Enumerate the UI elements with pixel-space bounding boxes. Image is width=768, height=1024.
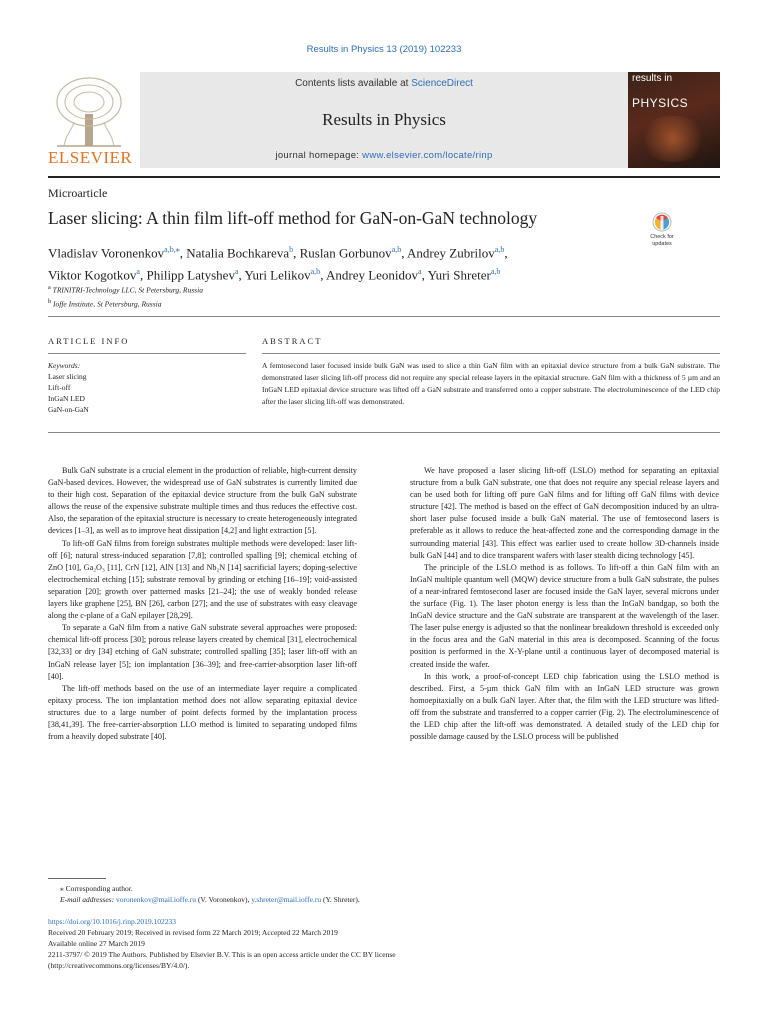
- paragraph: To lift-off GaN films from foreign substrates multiple methods were developed: laser lift-off [6]; natural stress-induced separation [7,8]; controlled spalling [9]; chemical etching of ZnO [10], Ga₂O₃ [11], CrN [12], AlN [13] and Nb₂N [14] sacrificial layers; doping-selective electrochemical etching [15]; substrate removal by grinding or etching [16–19]; void-assisted separation [20]; growth over patterned masks [21–24]; the use of weakly bonded release layers like graphene [25], BN [26], carbon [27]; and the use of substrates with easy cleavage along the c-plane of a GaN epilayer [28,29].: [48, 538, 357, 621]
- email-link-voronenkov[interactable]: voronenkov@mail.ioffe.ru: [115, 895, 197, 904]
- author-affiliation-mark[interactable]: a,b: [494, 245, 505, 254]
- author-name[interactable]: Andrey Leonidov: [325, 267, 419, 283]
- email-label: E-mail addresses:: [60, 895, 116, 904]
- footnotes: [60, 883, 360, 905]
- elsevier-logo[interactable]: [48, 72, 133, 168]
- doi-link[interactable]: https://doi.org/10.1016/j.rinp.2019.102233: [48, 917, 176, 926]
- homepage-prefix: journal homepage:: [275, 150, 363, 161]
- paragraph: Bulk GaN substrate is a crucial element in the production of reliable, high-current density GaN-based devices. However, the widespread use of GaN substrates is currently limited due to their high cost. Separation of the epitaxial device structure from the bulk GaN substrate allows the reuse of the expensive substrate multiple times and thus reduces the effective cost. Also, the separation of the epitaxial structure is necessary to create heterogeneously integrated devices [1–3], as well as to improve heat dissipation [4,2] and light extraction [5].: [48, 466, 357, 536]
- email-line: [60, 894, 360, 905]
- journal-header-box: [140, 72, 628, 168]
- keyword-item: GaN-on-GaN: [48, 405, 89, 414]
- keyword-item: Lift-off: [48, 383, 71, 392]
- paragraph: In this work, a proof-of-concept LED chip fabrication using the LSLO method is described. First, a 5-µm thick GaN film with an InGaN LED structure was grown homoepitaxially on a bulk GaN layer. After that, the film with the LED structure was lifted-off from the substrate and transferred to a copper carrier (Fig. 2). The electroluminescence of the LED chip after the lift-off was demonstrated. A detailed study of the LED chip for possible damage caused by the LSLO process will be published: [410, 671, 719, 742]
- bibliographic-info: [48, 916, 396, 971]
- homepage-link[interactable]: www.elsevier.com/locate/rinp: [362, 150, 493, 161]
- section-rule: [48, 316, 720, 317]
- author-name[interactable]: Natalia Bochkareva: [186, 245, 290, 261]
- author-name[interactable]: Viktor Kogotkov: [48, 267, 137, 283]
- journal-cover[interactable]: [628, 72, 720, 168]
- author-name[interactable]: Ruslan Gorbunov: [299, 245, 392, 261]
- email-owner: (V. Voronenkov),: [196, 895, 252, 904]
- cover-top-text: results in: [632, 73, 673, 84]
- author-affiliation-mark[interactable]: a,b,⁎: [164, 245, 180, 254]
- abstract-text: A femtosecond laser focused inside bulk GaN was used to slice a thin GaN film with an epitaxial device structure from a bulk GaN substrate. The demonstrated laser slicing lift-off process did not require any special release layers in the epitaxial structure. GaN film with a thickness of 5 µm and an InGaN LED epitaxial device structure was lifted off a GaN substrate and transferred onto a copper substrate. The electroluminescence of the LED chip after the laser slicing lift-off was demonstrated.: [262, 361, 720, 406]
- paragraph: The lift-off methods based on the use of an intermediate layer require a complicated epitaxy process. The ion implantation method does not allow separating epitaxial device structures due to a large number of point defects formed by the implantation process [38,41,39]. The free-carrier-absorption LLO method is limited to separating undoped films from a heavily doped substrate [40].: [48, 683, 357, 742]
- keyword-item: InGaN LED: [48, 394, 85, 403]
- article-info-heading: ARTICLE INFO: [48, 336, 130, 346]
- homepage-line: [140, 150, 628, 161]
- license-url[interactable]: (http://creativecommons.org/licenses/BY/4.0/).: [48, 961, 190, 970]
- author-list: Vladislav Voronenkov$^{a,b,⁎}$, Natalia Bochkareva$^b$, Ruslan Gorbunov$^{a,b}$, Andrey Zubrilov$^{a,b}$, Viktor Kogotkov$^a$, Philipp Latyshev$^a$, Yuri Lelikov$^{a,b}$, Andrey Leonidov$^a$, Yuri Shreter$^{a,b}$: [48, 245, 508, 283]
- paragraph: We have proposed a laser slicing lift-off (LSLO) method for separating an epitaxial structure from a bulk GaN substrate, one that does not require any special release layers and can be used both for lifting off pure GaN films and for lifting off GaN films with device structure [42]. The method is based on the effect of GaN decomposition induced by an ultra-short laser pulse focused inside a bulk GaN material. The use of femtosecond lasers is preferable as it allows to reduce the heat-affected zone and the corresponding damage in the surrounding material [43]. This effect was earlier used to create hollow 3D-channels inside bulk GaN [44] and to dice transparent wafers with laser stealth dicing technology [45].: [410, 466, 719, 560]
- abstract-bottom-rule: [48, 432, 720, 433]
- crossmark-badge[interactable]: [646, 212, 678, 256]
- corresponding-author-note: ⁎ Corresponding author.: [60, 884, 133, 893]
- crossmark-label: Check for updates: [650, 234, 674, 247]
- journal-citation[interactable]: Results in Physics 13 (2019) 102233: [306, 44, 462, 55]
- abstract-heading: ABSTRACT: [262, 336, 323, 346]
- paragraph: The principle of the LSLO method is as follows. To lift-off a thin GaN film with an InGaN multiple quantum well (MQW) device structure from a bulk GaN substrate, the pulses of a near-infrared femtosecond laser are focused inside the GaN layer, several microns under the surface (Fig. 1). The laser photon energy is less than the InGaN bandgap, so both the InGaN device structure and the GaN substrate are transparent at the wavelength of the laser. The laser pulse energy is adjusted so that the nonlinear breakdown threshold is exceeded only in the focus area and the GaN material in this area is decomposed. Scanning of the focus position is performed in the X-Y-plane until a continuous layer of decomposed material is created inside the wafer.: [410, 562, 719, 669]
- header-rule: [48, 176, 720, 178]
- affiliation-a: $^a$ TRINITRI-Technology LLC, St Petersburg, Russia: [48, 284, 203, 295]
- keyword-item: Laser slicing: [48, 372, 87, 381]
- author-affiliation-mark[interactable]: a: [234, 267, 239, 277]
- journal-title: Results in Physics: [322, 110, 446, 129]
- body-column-left: [48, 465, 357, 743]
- author-affiliation-mark[interactable]: a: [136, 267, 140, 277]
- keywords: [48, 360, 89, 415]
- author-affiliation-mark[interactable]: b: [289, 245, 294, 254]
- cover-image: [638, 116, 708, 162]
- article-info-rule: [48, 353, 246, 354]
- publisher-name: ELSEVIER: [48, 148, 133, 167]
- body-column-right: [410, 465, 719, 743]
- tree-icon: [52, 74, 126, 148]
- cover-title: PHYSICS: [632, 96, 689, 110]
- article-title: Laser slicing: A thin film lift-off method for GaN-on-GaN technology: [48, 208, 538, 228]
- affiliations: [48, 282, 203, 309]
- author-affiliation-mark[interactable]: a: [418, 267, 422, 277]
- author-affiliation-mark[interactable]: a,b: [310, 267, 321, 277]
- masthead: [48, 72, 720, 170]
- email-link-shreter[interactable]: y.shreter@mail.ioffe.ru: [251, 895, 322, 904]
- footnote-rule: [48, 878, 106, 879]
- article-type: Microarticle: [48, 186, 108, 200]
- affiliation-b: $^b$ Ioffe Institute, St Petersburg, Russia: [48, 297, 162, 308]
- license-line: 2211-3797/ © 2019 The Authors. Published by Elsevier B.V. This is an open access article under the CC BY license: [48, 950, 396, 959]
- author-name[interactable]: Yuri Shreter: [427, 267, 491, 283]
- crossmark-icon: [652, 212, 672, 232]
- author-affiliation-mark[interactable]: a,b: [391, 245, 402, 254]
- available-online: Available online 27 March 2019: [48, 939, 145, 948]
- email-owner: (Y. Shreter).: [321, 895, 360, 904]
- author-name[interactable]: Yuri Lelikov: [244, 267, 311, 283]
- sciencedirect-link[interactable]: ScienceDirect: [411, 78, 473, 89]
- contents-prefix: Contents lists available at: [295, 78, 412, 89]
- contents-line: [140, 78, 628, 89]
- author-affiliation-mark[interactable]: a,b: [490, 267, 501, 277]
- author-name[interactable]: Philipp Latyshev: [146, 267, 235, 283]
- keywords-label: Keywords:: [48, 361, 81, 370]
- paragraph: To separate a GaN film from a native GaN substrate several approaches were proposed: chemical lift-off process [30]; porous release layers created by chemical [31], electrochemical [32,33] or dry [34] etching of GaN substrate; controlled spalling [35]; laser lift-off with an InGaN release layer [5]; ion implantation [36–39]; and free-carrier-absorption laser lift-off [40].: [48, 623, 357, 681]
- author-name[interactable]: Andrey Zubrilov: [407, 245, 495, 261]
- author-name[interactable]: Vladislav Voronenkov: [48, 245, 165, 261]
- abstract-rule: [262, 353, 720, 354]
- received-dates: Received 20 February 2019; Received in revised form 22 March 2019; Accepted 22 March 2019: [48, 928, 338, 937]
